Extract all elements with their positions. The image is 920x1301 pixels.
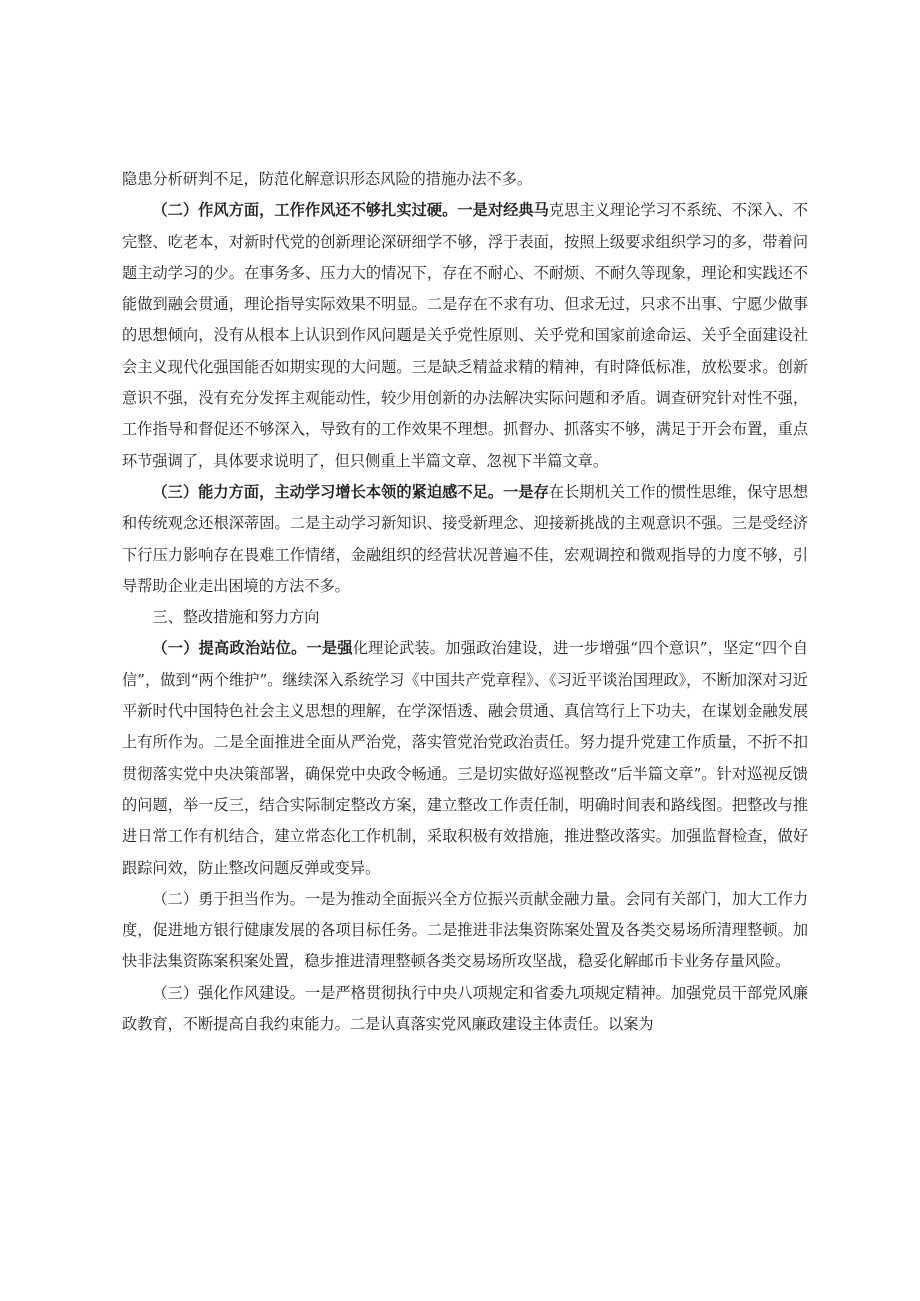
- paragraph-6-text: （三）强化作风建设。一是严格贯彻执行中央八项规定和省委九项规定精神。加强党员干部党风廉政教育，不断提高自我约束能力。二是认真落实党风廉政建设主体责任。以案为: [122, 983, 808, 1034]
- paragraph-3: [122, 477, 808, 602]
- paragraph-2-heading: （二）作风方面，工作作风还不够扎实过硬。一是对经典马: [152, 201, 549, 220]
- paragraph-5-text: （二）勇于担当作为。一是为推动全面振兴全方位振兴贡献金融力量。会同有关部门，加大工作力度，促进地方银行健康发展的各项目标任务。二是推进非法集资陈案处置及各类交易场所清理整顿。加快非法集资陈案积案处置，稳步推进清理整顿各类交易场所攻坚战，稳妥化解邮币卡业务存量风险。: [122, 889, 808, 971]
- document-body: [122, 164, 808, 1040]
- paragraph-3-heading: （三）能力方面，主动学习增长本领的紧迫感不足。一是存: [152, 482, 549, 501]
- paragraph-2-text: 克思主义理论学习不系统、不深入、不完整、吃老本，对新时代党的创新理论深研细学不够，浮于表面，按照上级要求组织学习的多，带着问题主动学习的少。在事务多、压力大的情况下，存在不耐心、不耐烦、不耐久等现象，理论和实践还不能做到融会贯通，理论指导实际效果不明显。二是存在不求有功、但求无过，只求不出事、宁愿少做事的思想倾向，没有从根本上认识到作风问题是关乎党性原则、关乎党和国家前途命运、关乎全面建设社会主义现代化强国能否如期实现的大问题。三是缺乏精益求精的精神，有时降低标准，放松要求。创新意识不强，没有充分发挥主观能动性，较少用创新的办法解决实际问题和矛盾。调查研究针对性不强，工作指导和督促还不够深入，导致有的工作效果不理想。抓督办、抓落实不够，满足于开会布置，重点环节强调了，具体要求说明了，但只侧重上半篇文章、忽视下半篇文章。: [122, 201, 809, 470]
- paragraph-1: [122, 164, 808, 195]
- paragraph-4-heading: （一）提高政治站位。一是强: [152, 639, 353, 658]
- paragraph-5: [122, 884, 808, 978]
- paragraph-2: [122, 195, 808, 477]
- paragraph-6: [122, 978, 808, 1041]
- section-title: 三、整改措施和努力方向: [152, 608, 320, 627]
- paragraph-4: [122, 633, 808, 883]
- paragraph-1-text: 隐患分析研判不足，防范化解意识形态风险的措施办法不多。: [122, 170, 533, 188]
- section-heading: [122, 602, 808, 633]
- paragraph-3-text: 在长期机关工作的惯性思维，保守思想和传统观念还根深蒂固。二是主动学习新知识、接受新理念、迎接新挑战的主观意识不强。三是受经济下行压力影响存在畏难工作情绪，金融组织的经营状况普遍不佳，宏观调控和微观指导的力度不够，引导帮助企业走出困境的方法不多。: [122, 482, 809, 595]
- paragraph-4-text: 化理论武装。加强政治建设，进一步增强“四个意识”，坚定“四个自信”，做到“两个维护”。继续深入系统学习《中国共产党章程》、《习近平谈治国理政》，不断加深对习近平新时代中国特色社会主义思想的理解，在学深悟透、融会贯通、真信笃行上下功夫，在谋划金融发展上有所作为。二是全面推进全面从严治党，落实管党治党政治责任。努力提升党建工作质量，不折不扣贯彻落实党中央决策部署，确保党中央政令畅通。三是切实做好巡视整改“后半篇文章”。针对巡视反馈的问题，举一反三，结合实际制定整改方案，建立整改工作责任制，明确时间表和路线图。把整改与推进日常工作有机结合，建立常态化工作机制，采取积极有效措施，推进整改落实。加强监督检查，做好跟踪问效，防止整改问题反弹或变异。: [122, 639, 809, 877]
